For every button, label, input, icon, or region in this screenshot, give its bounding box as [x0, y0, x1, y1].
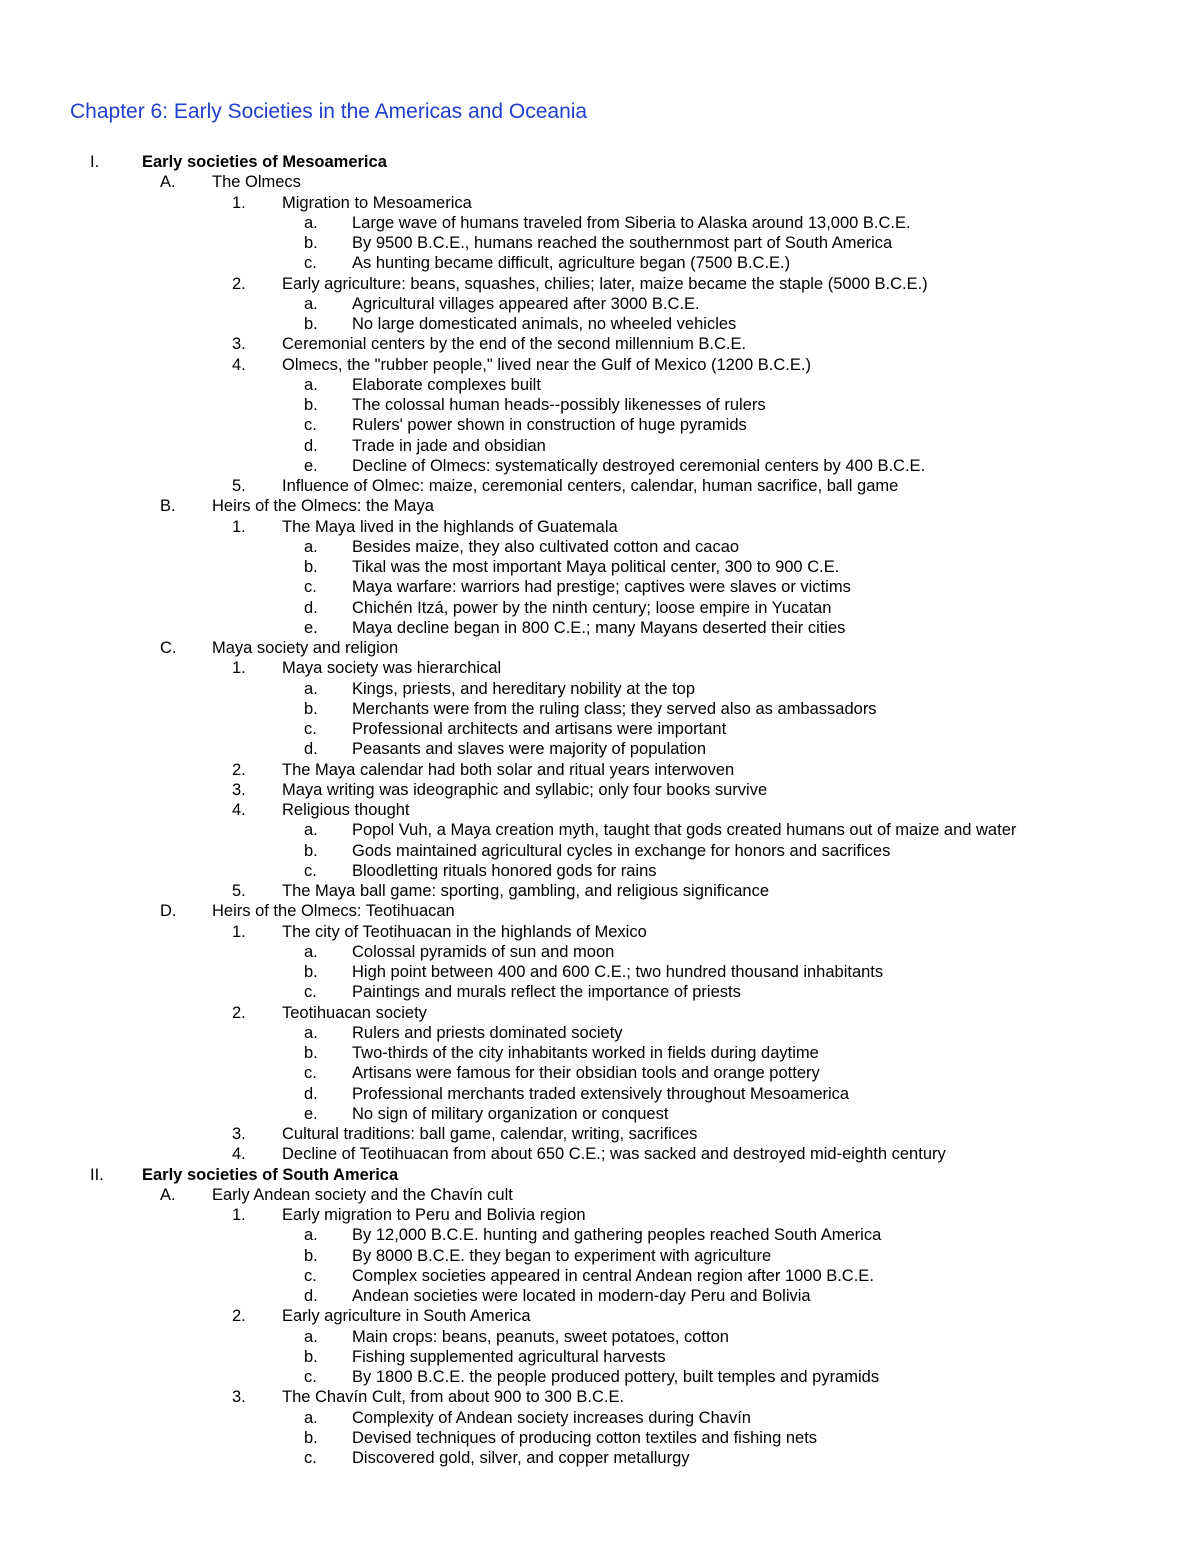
- outline-text: Discovered gold, silver, and copper metallurgy: [352, 1449, 690, 1467]
- outline-marker: 3.: [232, 335, 246, 354]
- outline-marker: c.: [304, 578, 317, 597]
- outline-item-level-4: [0, 679, 1200, 699]
- outline-text: Heirs of the Olmecs: Teotihuacan: [212, 902, 455, 921]
- outline-text: High point between 400 and 600 C.E.; two hundred thousand inhabitants: [352, 963, 884, 981]
- outline-text: Migration to Mesoamerica: [282, 193, 472, 212]
- outline-marker: D.: [160, 902, 177, 921]
- outline-marker: 1.: [232, 659, 246, 678]
- outline-marker: d.: [304, 598, 318, 617]
- outline-item-level-3: [0, 760, 1200, 780]
- outline-item-level-4: [0, 253, 1200, 273]
- outline-text: Artisans were famous for their obsidian tools and orange pottery: [352, 1064, 820, 1083]
- outline-text: Agricultural villages appeared after 3000 B.C.E.: [352, 294, 700, 313]
- outline-marker: 2.: [232, 760, 246, 779]
- outline-item-level-4: [0, 314, 1200, 334]
- outline-item-level-4: [0, 577, 1200, 597]
- outline-marker: b.: [304, 699, 318, 718]
- outline-item-level-4: [0, 1266, 1200, 1286]
- outline-text: The Maya lived in the highlands of Guatemala: [282, 517, 618, 536]
- outline-text: Chichén Itzá, power by the ninth century; loose empire in Yucatan: [352, 598, 832, 617]
- outline-marker: c.: [304, 1266, 317, 1285]
- outline-text: Rulers and priests dominated society: [352, 1023, 623, 1042]
- outline-text: Devised techniques of producing cotton textiles and fishing nets: [352, 1428, 818, 1447]
- outline-item-level-4: [0, 233, 1200, 253]
- outline-text: By 12,000 B.C.E. hunting and gathering peoples reached South America: [352, 1226, 882, 1245]
- outline-marker: d.: [304, 436, 318, 455]
- outline-item-level-4: [0, 1084, 1200, 1104]
- outline-text: Complex societies appeared in central Andean region after 1000 B.C.E.: [352, 1266, 874, 1285]
- outline-item-level-4: [0, 1286, 1200, 1306]
- outline-marker: d.: [304, 740, 318, 759]
- outline-text: Colossal pyramids of sun and moon: [352, 942, 615, 961]
- outline-text: Decline of Olmecs: systematically destroyed ceremonial centers by 400 B.C.E.: [352, 456, 926, 475]
- outline-item-level-4: [0, 1327, 1200, 1347]
- outline-item-level-4: [0, 739, 1200, 759]
- outline-item-level-3: [0, 1306, 1200, 1326]
- outline-text: Main crops: beans, peanuts, sweet potatoes, cotton: [352, 1327, 729, 1346]
- outline-text: The colossal human heads--possibly likenesses of rulers: [352, 396, 766, 414]
- outline-text: Influence of Olmec: maize, ceremonial centers, calendar, human sacrifice, ball game: [282, 477, 899, 495]
- outline-item-level-4: [0, 557, 1200, 577]
- outline-item-level-4: [0, 1347, 1200, 1367]
- outline-item-level-4: [0, 294, 1200, 314]
- outline-marker: 1.: [232, 922, 246, 941]
- outline-marker: 1.: [232, 1206, 246, 1224]
- outline-item-level-3: [0, 1205, 1200, 1225]
- outline-marker: a.: [304, 1408, 318, 1427]
- outline-text: Trade in jade and obsidian: [352, 436, 546, 455]
- outline-text: Early societies of Mesoamerica: [142, 153, 387, 171]
- outline-marker: 3.: [232, 1125, 246, 1143]
- outline-text: Religious thought: [282, 801, 410, 819]
- outline-text: Rulers' power shown in construction of huge pyramids: [352, 416, 747, 435]
- outline-text: Two-thirds of the city inhabitants worked in fields during daytime: [352, 1044, 819, 1062]
- outline-item-level-3: [0, 658, 1200, 678]
- outline-item-level-3: [0, 1387, 1200, 1407]
- outline-text: Decline of Teotihuacan from about 650 C.E.; was sacked and destroyed mid-eighth century: [282, 1145, 946, 1164]
- outline-text: Elaborate complexes built: [352, 375, 541, 394]
- outline-item-level-2: [0, 901, 1200, 921]
- outline-text: By 8000 B.C.E. they began to experiment with agriculture: [352, 1246, 772, 1265]
- outline-marker: d.: [304, 1084, 318, 1103]
- outline-marker: e.: [304, 456, 318, 475]
- outline-marker: 1.: [232, 193, 246, 212]
- outline-item-level-4: [0, 415, 1200, 435]
- outline-text: Cultural traditions: ball game, calendar, writing, sacrifices: [282, 1125, 698, 1143]
- outline-marker: b.: [304, 234, 318, 252]
- outline-text: Early agriculture: beans, squashes, chilies; later, maize became the staple (5000 B.C.E.): [282, 274, 928, 293]
- outline-text: Bloodletting rituals honored gods for rains: [352, 861, 657, 880]
- outline-item-level-2: [0, 172, 1200, 192]
- outline-text: Maya society was hierarchical: [282, 659, 502, 678]
- outline-text: Maya writing was ideographic and syllabic; only four books survive: [282, 780, 768, 799]
- outline-marker: c.: [304, 1449, 317, 1467]
- outline-text: Heirs of the Olmecs: the Maya: [212, 497, 434, 516]
- outline-marker: a.: [304, 942, 318, 961]
- outline-text: The Chavín Cult, from about 900 to 300 B.C.E.: [282, 1388, 625, 1407]
- outline-item-level-4: [0, 1043, 1200, 1063]
- outline-text: Gods maintained agricultural cycles in exchange for honors and sacrifices: [352, 841, 891, 860]
- outline-text: Early agriculture in South America: [282, 1307, 531, 1326]
- outline-item-level-2: [0, 1185, 1200, 1205]
- outline-marker: b.: [304, 1246, 318, 1265]
- outline-item-level-4: [0, 820, 1200, 840]
- outline-text: Peasants and slaves were majority of population: [352, 740, 707, 759]
- outline-marker: e.: [304, 618, 318, 637]
- outline-marker: 2.: [232, 1307, 246, 1326]
- outline-text: The city of Teotihuacan in the highlands of Mexico: [282, 922, 647, 941]
- outline-marker: 4.: [232, 355, 246, 374]
- outline-item-level-3: [0, 193, 1200, 213]
- outline-marker: b.: [304, 315, 318, 333]
- outline-marker: c.: [304, 254, 317, 273]
- outline-marker: b.: [304, 396, 318, 414]
- outline-text: Early Andean society and the Chavín cult: [212, 1185, 513, 1204]
- chapter-title: Chapter 6: Early Societies in the Americas and Oceania: [70, 100, 588, 123]
- outline-text: Andean societies were located in modern-day Peru and Bolivia: [352, 1287, 811, 1305]
- outline-marker: c.: [304, 1368, 317, 1386]
- outline-text: By 1800 B.C.E. the people produced pottery, built temples and pyramids: [352, 1368, 880, 1386]
- outline-text: Maya warfare: warriors had prestige; captives were slaves or victims: [352, 578, 851, 597]
- outline-marker: a.: [304, 821, 318, 840]
- outline-marker: c.: [304, 1064, 317, 1083]
- outline-text: Teotihuacan society: [282, 1003, 427, 1022]
- outline-marker: b.: [304, 558, 318, 576]
- outline-text: By 9500 B.C.E., humans reached the southernmost part of South America: [352, 234, 893, 252]
- outline-item-level-4: [0, 598, 1200, 618]
- outline-marker: B.: [160, 497, 176, 516]
- outline-item-level-2: [0, 496, 1200, 516]
- outline-text: Early migration to Peru and Bolivia region: [282, 1206, 586, 1224]
- outline-item-level-4: [0, 699, 1200, 719]
- outline-marker: C.: [160, 639, 177, 657]
- outline-item-level-2: [0, 638, 1200, 658]
- outline-marker: II.: [90, 1165, 104, 1184]
- outline-text: Large wave of humans traveled from Siberia to Alaska around 13,000 B.C.E.: [352, 213, 911, 232]
- outline-text: As hunting became difficult, agriculture began (7500 B.C.E.): [352, 254, 791, 273]
- outline-item-level-3: [0, 355, 1200, 375]
- outline-marker: a.: [304, 213, 318, 232]
- outline-text: No sign of military organization or conquest: [352, 1104, 669, 1123]
- outline-item-level-3: [0, 881, 1200, 901]
- outline-marker: 5.: [232, 477, 246, 495]
- outline-marker: a.: [304, 679, 318, 698]
- outline-item-level-1: [0, 1165, 1200, 1185]
- outline-marker: 1.: [232, 517, 246, 536]
- outline-marker: b.: [304, 1428, 318, 1447]
- outline-item-level-4: [0, 1063, 1200, 1083]
- outline-marker: c.: [304, 983, 317, 1002]
- outline-marker: b.: [304, 1347, 318, 1366]
- outline-item-level-3: [0, 1124, 1200, 1144]
- outline-item-level-3: [0, 274, 1200, 294]
- outline-text: The Maya ball game: sporting, gambling, and religious significance: [282, 882, 770, 900]
- outline-marker: 3.: [232, 780, 246, 799]
- outline-item-level-4: [0, 436, 1200, 456]
- outline-marker: a.: [304, 294, 318, 313]
- outline-text: Paintings and murals reflect the importance of priests: [352, 983, 741, 1002]
- outline-item-level-4: [0, 1428, 1200, 1448]
- outline-marker: b.: [304, 1044, 318, 1062]
- outline-item-level-3: [0, 334, 1200, 354]
- outline-item-level-4: [0, 537, 1200, 557]
- outline-marker: I.: [90, 153, 100, 171]
- outline-text: The Olmecs: [212, 173, 301, 192]
- outline-marker: 4.: [232, 1145, 246, 1164]
- outline-text: Ceremonial centers by the end of the second millennium B.C.E.: [282, 335, 747, 354]
- outline-item-level-4: [0, 1246, 1200, 1266]
- outline-text: Professional architects and artisans were important: [352, 720, 727, 738]
- outline-item-level-3: [0, 800, 1200, 820]
- outline-item-level-3: [0, 517, 1200, 537]
- outline-item-level-4: [0, 1104, 1200, 1124]
- outline-marker: 5.: [232, 882, 246, 900]
- outline-item-level-4: [0, 1367, 1200, 1387]
- outline-item-level-4: [0, 1408, 1200, 1428]
- outline-marker: 3.: [232, 1388, 246, 1407]
- outline-text: Professional merchants traded extensively throughout Mesoamerica: [352, 1084, 850, 1103]
- outline-item-level-3: [0, 780, 1200, 800]
- outline-item-level-1: [0, 152, 1200, 172]
- outline-marker: b.: [304, 963, 318, 981]
- outline-text: Maya decline began in 800 C.E.; many Mayans deserted their cities: [352, 618, 846, 637]
- outline-marker: b.: [304, 841, 318, 860]
- outline-item-level-3: [0, 922, 1200, 942]
- outline-item-level-4: [0, 861, 1200, 881]
- outline-text: Maya society and religion: [212, 639, 399, 657]
- outline-text: Popol Vuh, a Maya creation myth, taught that gods created humans out of maize and water: [352, 821, 1017, 840]
- outline-text: Olmecs, the "rubber people," lived near the Gulf of Mexico (1200 B.C.E.): [282, 355, 811, 374]
- outline-item-level-4: [0, 213, 1200, 233]
- outline-marker: 4.: [232, 801, 246, 819]
- outline-item-level-4: [0, 395, 1200, 415]
- outline-item-level-4: [0, 719, 1200, 739]
- outline-text: Merchants were from the ruling class; they served also as ambassadors: [352, 699, 877, 718]
- outline-marker: e.: [304, 1104, 318, 1123]
- outline-item-level-4: [0, 942, 1200, 962]
- outline-marker: a.: [304, 1023, 318, 1042]
- outline-text: Tikal was the most important Maya political center, 300 to 900 C.E.: [352, 558, 840, 576]
- outline-marker: d.: [304, 1287, 318, 1305]
- outline-item-level-4: [0, 456, 1200, 476]
- outline-item-level-3: [0, 1003, 1200, 1023]
- outline-text: No large domesticated animals, no wheeled vehicles: [352, 315, 737, 333]
- outline-item-level-4: [0, 962, 1200, 982]
- outline-marker: a.: [304, 1226, 318, 1245]
- outline-item-level-3: [0, 476, 1200, 496]
- outline-list: [0, 152, 1200, 1468]
- outline-item-level-4: [0, 1023, 1200, 1043]
- outline-marker: c.: [304, 861, 317, 880]
- outline-marker: a.: [304, 537, 318, 556]
- outline-text: Fishing supplemented agricultural harvests: [352, 1347, 666, 1366]
- outline-item-level-4: [0, 982, 1200, 1002]
- outline-marker: c.: [304, 720, 317, 738]
- outline-marker: c.: [304, 416, 317, 435]
- outline-text: The Maya calendar had both solar and ritual years interwoven: [282, 760, 735, 779]
- outline-item-level-4: [0, 618, 1200, 638]
- outline-marker: A.: [160, 1185, 176, 1204]
- outline-text: Early societies of South America: [142, 1165, 399, 1184]
- outline-marker: 2.: [232, 274, 246, 293]
- outline-item-level-3: [0, 1144, 1200, 1164]
- outline-item-level-4: [0, 1225, 1200, 1245]
- outline-item-level-4: [0, 375, 1200, 395]
- outline-item-level-4: [0, 841, 1200, 861]
- outline-item-level-4: [0, 1448, 1200, 1468]
- outline-marker: a.: [304, 375, 318, 394]
- outline-text: Kings, priests, and hereditary nobility at the top: [352, 679, 696, 698]
- outline-marker: A.: [160, 173, 176, 192]
- outline-marker: 2.: [232, 1003, 246, 1022]
- outline-marker: a.: [304, 1327, 318, 1346]
- outline-text: Besides maize, they also cultivated cotton and cacao: [352, 537, 740, 556]
- outline-text: Complexity of Andean society increases during Chavín: [352, 1408, 751, 1427]
